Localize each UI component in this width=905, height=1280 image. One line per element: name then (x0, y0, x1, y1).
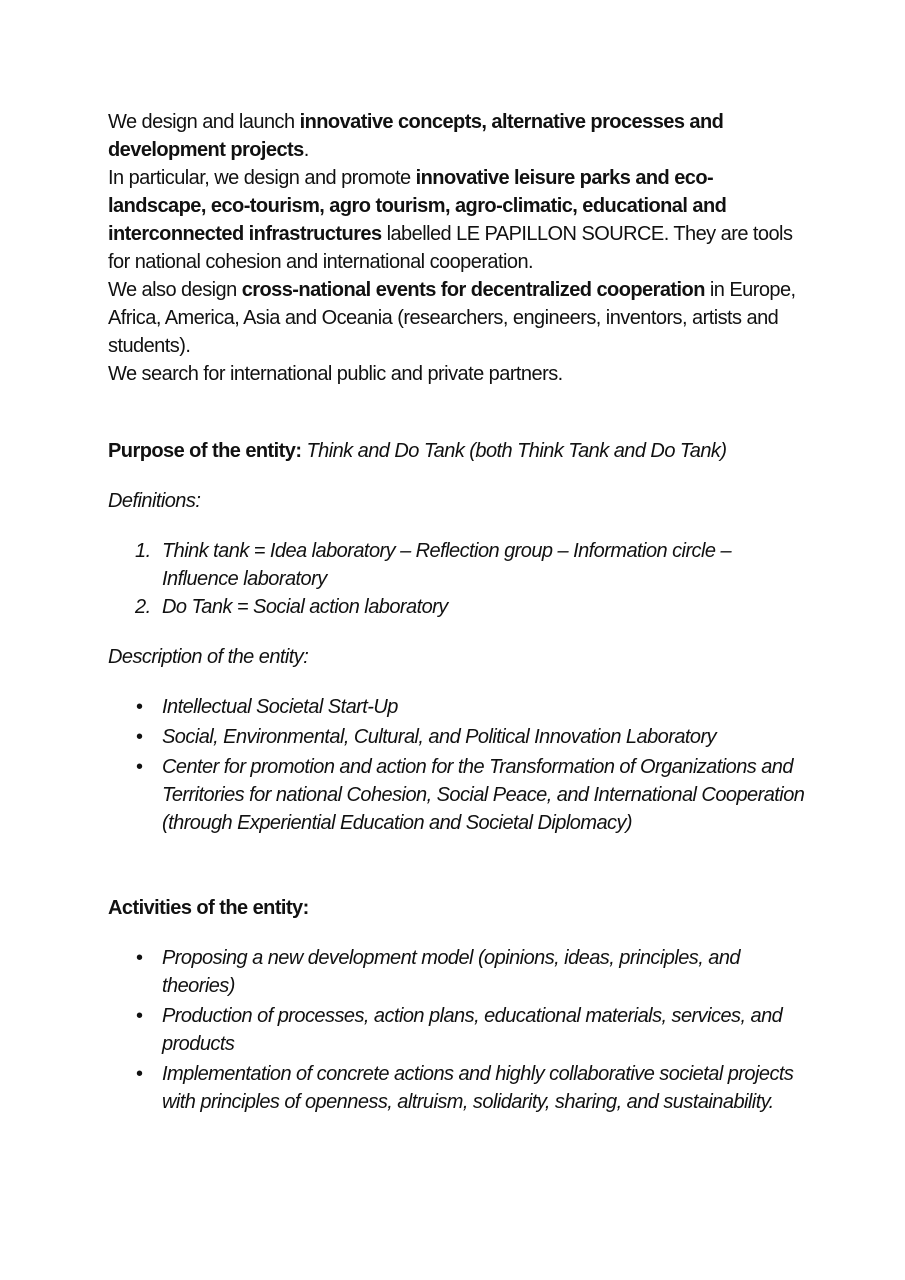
list-item (108, 537, 808, 593)
intro-bold-text: cross-national events for decentralized cooperation (241, 279, 705, 301)
bullet-icon: • (136, 947, 143, 969)
definitions-list (108, 537, 808, 621)
intro-paragraph-3 (108, 276, 808, 360)
bullet-icon: • (136, 696, 143, 718)
purpose-value: Think and Do Tank (both Think Tank and Do Tank) (301, 440, 727, 462)
activities-heading-text: Activities of the entity: (108, 897, 309, 919)
list-item (108, 593, 808, 621)
bullet-icon: • (136, 756, 143, 778)
intro-text: labelled LE PAPILLON SOURCE. They are tools for national cohesion and international cooperation. (108, 223, 793, 273)
list-item (108, 753, 808, 837)
intro-text: in Europe, Africa, America, Asia and Oceania (researchers, engineers, inventors, artists and students). (108, 279, 796, 357)
intro-text: We design and launch (108, 111, 300, 133)
list-item-text: Proposing a new development model (opinions, ideas, principles, and theories) (162, 947, 740, 997)
list-item (108, 1002, 808, 1058)
bullet-icon: • (136, 1063, 143, 1085)
purpose-label: Purpose of the entity: (108, 440, 302, 462)
description-list (108, 693, 808, 837)
list-item (108, 1060, 808, 1116)
list-item-text: Center for promotion and action for the Transformation of Organizations and Territories for national Cohesion, Social Peace, and International Cooperation (through Experiential Education and Societal Diplomacy) (162, 756, 805, 834)
list-item-text: Intellectual Societal Start-Up (162, 696, 398, 718)
activities-heading (108, 894, 808, 922)
intro-bold-text: innovative concepts, alternative processes and development projects (108, 111, 724, 161)
intro-paragraph-2 (108, 164, 808, 276)
definitions-heading: Definitions: (108, 490, 201, 512)
purpose-line (108, 437, 808, 465)
intro-paragraph-4: We search for international public and private partners. (108, 363, 563, 385)
intro-text: We also design (108, 279, 242, 301)
list-item-text: Production of processes, action plans, educational materials, services, and products (162, 1005, 783, 1055)
intro-text: In particular, we design and promote (108, 167, 416, 189)
list-number: 1. (135, 540, 151, 562)
list-number: 2. (135, 596, 151, 618)
list-item (108, 693, 808, 721)
list-item (108, 944, 808, 1000)
intro-paragraph-1 (108, 108, 808, 164)
intro-bold-text: innovative leisure parks and eco-landscape, eco-tourism, agro tourism, agro-climatic, educational and interconnected infrastructures (108, 167, 727, 245)
list-item-text: Do Tank = Social action laboratory (162, 596, 448, 618)
list-item-text: Social, Environmental, Cultural, and Political Innovation Laboratory (162, 726, 717, 748)
list-item-text: Implementation of concrete actions and highly collaborative societal projects with principles of openness, altruism, solidarity, sharing, and sustainability. (162, 1063, 794, 1113)
description-heading: Description of the entity: (108, 646, 309, 668)
bullet-icon: • (136, 726, 143, 748)
list-item-text: Think tank = Idea laboratory – Reflection group – Information circle – Influence laboratory (162, 540, 732, 590)
page-content (108, 108, 808, 1116)
bullet-icon: • (136, 1005, 143, 1027)
intro-text: . (303, 139, 309, 161)
list-item (108, 723, 808, 751)
activities-list (108, 944, 808, 1116)
